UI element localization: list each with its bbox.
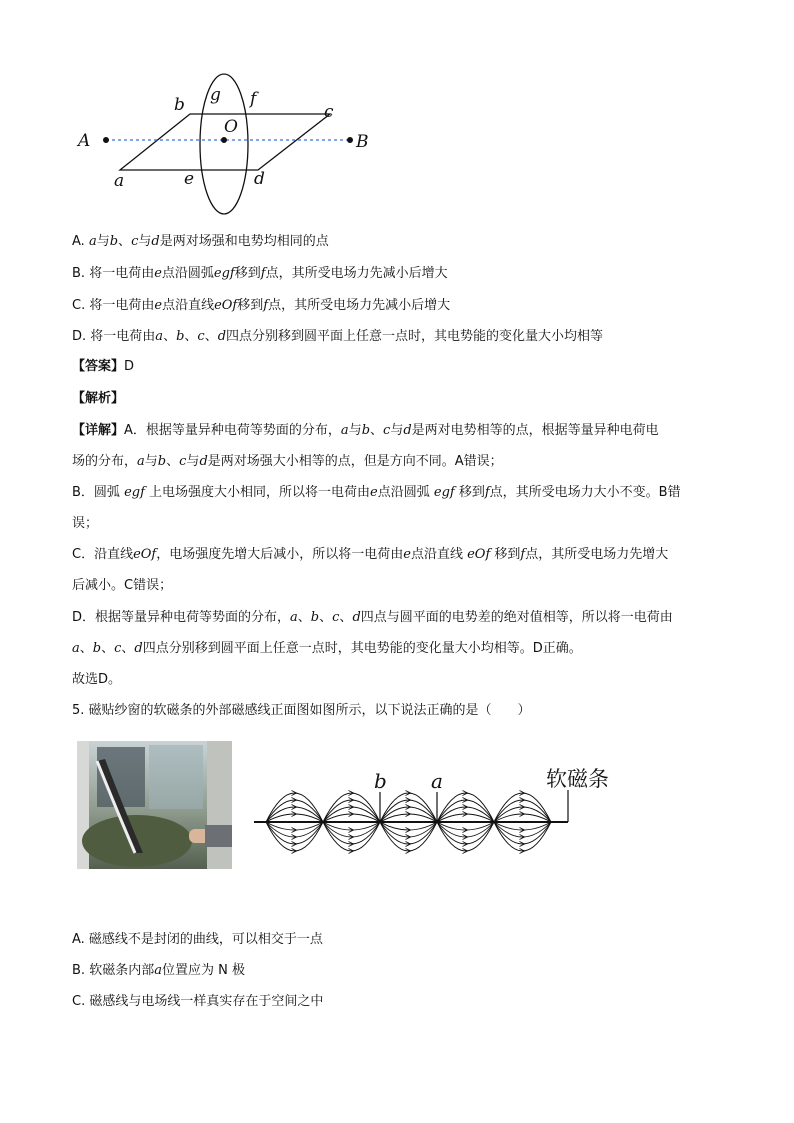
math-variable: d [199, 454, 208, 469]
text-run: 、 [297, 610, 311, 625]
text-run: 后减小。C错误； [72, 578, 173, 593]
text-run: 误； [72, 516, 99, 531]
answer-value: D [124, 359, 135, 374]
math-variable: eOf [467, 547, 491, 562]
field-line [494, 800, 551, 822]
option-prefix: B. [72, 963, 86, 978]
option-text: 磁感线与电场线一样真实存在于空间之中 [85, 994, 324, 1009]
label-O: O [224, 117, 238, 137]
label-soft-strip: 软磁条 [546, 767, 609, 791]
explanation-line [72, 514, 98, 534]
text-run: 位置应为 N 极 [161, 963, 245, 978]
q5-stem: 5. 磁贴纱窗的软磁条的外部磁感线正面图如图所示，以下说法正确的是（ ） [72, 703, 531, 718]
text-run: 与 [348, 423, 362, 438]
text-run: 是两对场强大小相等的点，但是方向不同。A错误； [207, 454, 503, 469]
text-run: ，电场强度先增大后减小，所以将一电荷由 [156, 547, 404, 562]
explanation-line [72, 452, 503, 472]
field-line [380, 800, 437, 822]
text-run: 是两对场强和电势均相同的点 [159, 234, 329, 249]
text-run: 与 [138, 234, 152, 249]
field-line [323, 822, 380, 844]
explanation-line [72, 639, 582, 659]
text-run: 、 [101, 641, 115, 656]
point-B [347, 137, 353, 143]
figure-magnetic-strip [250, 760, 630, 870]
text-run: 移到 [454, 485, 485, 500]
math-variable: eOf [214, 298, 238, 313]
label-b: b [374, 769, 387, 793]
field-line [437, 800, 494, 822]
text-run: 移到 [490, 547, 521, 562]
text-run: 、 [166, 454, 180, 469]
label-a: a [431, 769, 443, 793]
math-variable: e [154, 266, 162, 281]
option-prefix: A. [72, 234, 85, 249]
label-A: A [78, 131, 91, 151]
math-variable: a [154, 963, 162, 978]
label-d: d [254, 169, 265, 189]
explanation-line [72, 576, 172, 596]
math-variable: c [332, 610, 340, 625]
text-run: 、 [118, 234, 132, 249]
explanation-line [72, 608, 673, 628]
math-variable: c [179, 454, 187, 469]
text-run: 、 [121, 641, 135, 656]
text-run: 、 [319, 610, 333, 625]
text-run: 软磁条内部 [85, 963, 155, 978]
option-prefix: C. [72, 298, 86, 313]
math-variable: b [109, 234, 119, 249]
text-run: 点沿圆弧 [161, 266, 214, 281]
figure-charges-plane [70, 62, 390, 222]
math-variable: b [92, 641, 102, 656]
math-variable: a [88, 234, 97, 249]
math-variable: b [361, 423, 371, 438]
text-run: 与 [390, 423, 404, 438]
math-variable: f [484, 485, 490, 500]
math-variable: a [137, 454, 145, 469]
math-variable: b [310, 610, 320, 625]
field-line [437, 822, 494, 844]
text-run: 将一电荷由 [85, 298, 155, 313]
q5-option-a [72, 930, 323, 950]
text-run: 四点分别移到圆平面上任意一点时，其电势能的变化量大小均相等。D正确。 [142, 641, 582, 656]
text-run: 、 [204, 329, 218, 344]
math-variable: f [263, 298, 269, 313]
label-f: f [250, 89, 257, 109]
explanation-line [72, 670, 121, 690]
text-run: D．根据等量异种电荷等势面的分布， [72, 610, 291, 625]
math-variable: a [72, 641, 80, 656]
q4-option-b [72, 264, 448, 284]
math-variable: egf [213, 266, 235, 281]
math-variable: a [155, 329, 164, 344]
text-run: A．根据等量异种电荷等势面的分布， [124, 423, 341, 438]
text-run: 、 [339, 610, 353, 625]
option-prefix: C. [72, 994, 86, 1009]
math-variable: d [151, 234, 160, 249]
label-g: g [210, 85, 221, 105]
math-variable: a [290, 610, 298, 625]
text-run: 与 [96, 234, 110, 249]
ring [200, 74, 248, 214]
text-run: 点，其所受电场力先减小后增大 [265, 266, 448, 281]
label-c: c [324, 102, 334, 122]
math-variable: b [176, 329, 185, 344]
answer-line [72, 357, 134, 377]
text-run: 点沿直线 [410, 547, 468, 562]
text-run: 上电场强度大小相同，所以将一电荷由 [144, 485, 371, 500]
text-run: 、 [184, 329, 198, 344]
field-line [494, 822, 551, 844]
math-variable: b [157, 454, 167, 469]
text-run: 点沿圆弧 [377, 485, 434, 500]
math-variable: f [520, 547, 526, 562]
math-variable: d [134, 641, 143, 656]
math-variable: c [114, 641, 122, 656]
math-variable: f [260, 266, 266, 281]
option-prefix: A. [72, 932, 85, 947]
label-a: a [114, 171, 125, 191]
analysis-tag: 【解析】 [72, 391, 125, 406]
text-run: 故选D。 [72, 672, 122, 687]
math-variable: d [403, 423, 412, 438]
explanation-line [72, 483, 681, 503]
text-run: 、 [79, 641, 93, 656]
text-run: 点，其所受电场力大小不变。B错 [489, 485, 681, 500]
math-variable: c [131, 234, 139, 249]
text-run: 将一电荷由 [86, 329, 156, 344]
field-line [266, 822, 323, 844]
math-variable: d [352, 610, 361, 625]
math-variable: eOf [133, 547, 157, 562]
point-O [221, 137, 227, 143]
answer-tag: 【答案】 [72, 359, 125, 374]
text-run: 、 [370, 423, 384, 438]
q4-option-a [72, 232, 329, 252]
option-text: 磁感线不是封闭的曲线，可以相交于一点 [84, 932, 323, 947]
explanation-line [72, 421, 659, 441]
text-run: 移到 [237, 298, 264, 313]
point-A [103, 137, 109, 143]
text-run: 与 [144, 454, 158, 469]
text-run: 是两对电势相等的点，根据等量异种电荷电 [411, 423, 659, 438]
field-line [266, 800, 323, 822]
text-run: 四点与圆平面的电势差的绝对值相等，所以将一电荷由 [360, 610, 673, 625]
text-run: C．沿直线 [72, 547, 134, 562]
math-variable: a [340, 423, 349, 438]
q4-option-c [72, 296, 450, 316]
explanation-line [72, 545, 668, 565]
text-run: 四点分别移到圆平面上任意一点时，其电势能的变化量大小均相等 [226, 329, 604, 344]
math-variable: e [154, 298, 163, 313]
label-b: b [174, 95, 185, 115]
analysis-line [72, 389, 124, 409]
field-line [380, 822, 437, 844]
label-e: e [184, 169, 195, 189]
text-run: B．圆弧 [72, 485, 125, 500]
section-tag: 【详解】 [72, 423, 125, 438]
math-variable: c [197, 329, 205, 344]
math-variable: c [383, 423, 391, 438]
text-run: 将一电荷由 [85, 266, 155, 281]
text-run: 移到 [234, 266, 261, 281]
math-variable: e [370, 485, 378, 500]
text-run: 场的分布， [72, 454, 138, 469]
text-run: 点，其所受电场力先增大 [525, 547, 669, 562]
math-variable: egf [124, 485, 145, 500]
q5-option-b [72, 961, 245, 981]
text-run: 与 [186, 454, 200, 469]
math-variable: d [217, 329, 227, 344]
text-run: 点沿直线 [162, 298, 215, 313]
window-photo [77, 741, 232, 869]
math-variable: e [403, 547, 411, 562]
option-prefix: D. [72, 329, 87, 344]
q5-option-c [72, 992, 323, 1012]
q4-option-d [72, 327, 603, 347]
text-run: 点，其所受电场力先减小后增大 [268, 298, 451, 313]
field-line [323, 800, 380, 822]
text-run: 、 [163, 329, 177, 344]
math-variable: egf [433, 485, 455, 500]
option-prefix: B. [72, 266, 86, 281]
label-B: B [356, 132, 369, 152]
